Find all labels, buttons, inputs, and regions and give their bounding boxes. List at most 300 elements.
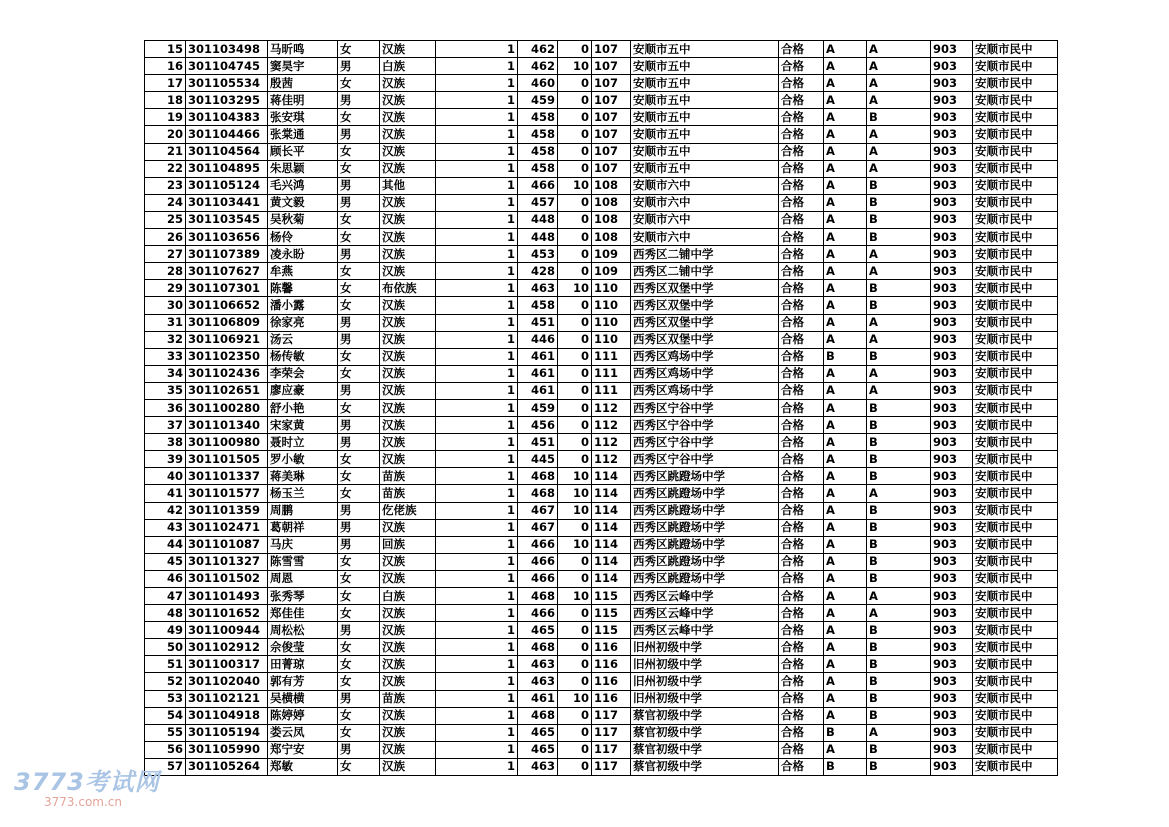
category-cell: 1 <box>436 451 518 468</box>
admit-code-cell: 903 <box>931 314 973 331</box>
exam-id-cell: 301101340 <box>186 417 268 434</box>
exam-id-cell: 301106652 <box>186 297 268 314</box>
admit-school-cell: 安顺市民中 <box>973 211 1058 228</box>
gender-cell: 女 <box>338 399 380 416</box>
table-row <box>145 348 1058 365</box>
qualification-cell: 合格 <box>779 485 824 502</box>
row-number-cell: 21 <box>145 143 186 160</box>
table-row <box>145 314 1058 331</box>
admit-school-cell: 安顺市民中 <box>973 126 1058 143</box>
grade-b-cell: B <box>867 690 931 707</box>
ethnicity-cell: 其他 <box>380 177 436 194</box>
admit-code-cell: 903 <box>931 707 973 724</box>
gender-cell: 女 <box>338 656 380 673</box>
ethnicity-cell: 汉族 <box>380 348 436 365</box>
exam-id-cell: 301107389 <box>186 246 268 263</box>
school-code-cell: 114 <box>592 553 631 570</box>
bonus-points-cell: 0 <box>558 622 592 639</box>
table-row <box>145 58 1058 75</box>
table-row <box>145 109 1058 126</box>
admit-school-cell: 安顺市民中 <box>973 417 1058 434</box>
student-name-cell: 张秀琴 <box>268 588 338 605</box>
row-number-cell: 39 <box>145 451 186 468</box>
grade-a-cell: A <box>824 263 867 280</box>
admit-school-cell: 安顺市民中 <box>973 468 1058 485</box>
score-cell: 456 <box>518 417 558 434</box>
table-row <box>145 177 1058 194</box>
ethnicity-cell: 汉族 <box>380 707 436 724</box>
school-name-cell: 西秀区云峰中学 <box>631 622 779 639</box>
bonus-points-cell: 0 <box>558 297 592 314</box>
table-row <box>145 502 1058 519</box>
category-cell: 1 <box>436 280 518 297</box>
qualification-cell: 合格 <box>779 382 824 399</box>
student-name-cell: 潘小露 <box>268 297 338 314</box>
admit-code-cell: 903 <box>931 622 973 639</box>
category-cell: 1 <box>436 570 518 587</box>
grade-b-cell: A <box>867 41 931 58</box>
row-number-cell: 43 <box>145 519 186 536</box>
grade-a-cell: A <box>824 399 867 416</box>
row-number-cell: 36 <box>145 399 186 416</box>
school-code-cell: 115 <box>592 588 631 605</box>
admit-code-cell: 903 <box>931 126 973 143</box>
grade-b-cell: A <box>867 126 931 143</box>
table-row <box>145 519 1058 536</box>
exam-id-cell: 301101577 <box>186 485 268 502</box>
student-name-cell: 蒋佳明 <box>268 92 338 109</box>
category-cell: 1 <box>436 177 518 194</box>
school-name-cell: 西秀区双堡中学 <box>631 297 779 314</box>
student-name-cell: 郭有芳 <box>268 673 338 690</box>
bonus-points-cell: 10 <box>558 690 592 707</box>
ethnicity-cell: 汉族 <box>380 211 436 228</box>
school-code-cell: 107 <box>592 160 631 177</box>
gender-cell: 女 <box>338 724 380 741</box>
exam-id-cell: 301105990 <box>186 741 268 758</box>
student-name-cell: 凌永盼 <box>268 246 338 263</box>
score-cell: 445 <box>518 451 558 468</box>
student-name-cell: 宋家黄 <box>268 417 338 434</box>
table-row <box>145 639 1058 656</box>
school-name-cell: 安顺市六中 <box>631 229 779 246</box>
grade-b-cell: B <box>867 502 931 519</box>
gender-cell: 女 <box>338 553 380 570</box>
table-row <box>145 92 1058 109</box>
school-name-cell: 西秀区双堡中学 <box>631 314 779 331</box>
table-row <box>145 570 1058 587</box>
exam-id-cell: 301101652 <box>186 605 268 622</box>
qualification-cell: 合格 <box>779 451 824 468</box>
exam-id-cell: 301102471 <box>186 519 268 536</box>
grade-a-cell: A <box>824 160 867 177</box>
school-name-cell: 旧州初级中学 <box>631 639 779 656</box>
school-code-cell: 117 <box>592 741 631 758</box>
table-row <box>145 417 1058 434</box>
ethnicity-cell: 汉族 <box>380 399 436 416</box>
qualification-cell: 合格 <box>779 417 824 434</box>
admit-code-cell: 903 <box>931 434 973 451</box>
gender-cell: 男 <box>338 331 380 348</box>
grade-a-cell: A <box>824 382 867 399</box>
row-number-cell: 41 <box>145 485 186 502</box>
bonus-points-cell: 0 <box>558 399 592 416</box>
score-cell: 468 <box>518 639 558 656</box>
table-row <box>145 382 1058 399</box>
qualification-cell: 合格 <box>779 656 824 673</box>
school-name-cell: 西秀区双堡中学 <box>631 331 779 348</box>
qualification-cell: 合格 <box>779 673 824 690</box>
category-cell: 1 <box>436 126 518 143</box>
student-name-cell: 窦昊宇 <box>268 58 338 75</box>
category-cell: 1 <box>436 588 518 605</box>
bonus-points-cell: 0 <box>558 160 592 177</box>
score-cell: 462 <box>518 41 558 58</box>
grade-a-cell: A <box>824 314 867 331</box>
score-cell: 458 <box>518 143 558 160</box>
school-code-cell: 116 <box>592 673 631 690</box>
qualification-cell: 合格 <box>779 297 824 314</box>
student-name-cell: 郑敏 <box>268 758 338 775</box>
admit-school-cell: 安顺市民中 <box>973 263 1058 280</box>
school-name-cell: 安顺市五中 <box>631 126 779 143</box>
exam-id-cell: 301102912 <box>186 639 268 656</box>
gender-cell: 女 <box>338 229 380 246</box>
grade-a-cell: A <box>824 297 867 314</box>
admit-school-cell: 安顺市民中 <box>973 160 1058 177</box>
exam-id-cell: 301101493 <box>186 588 268 605</box>
table-row <box>145 263 1058 280</box>
category-cell: 1 <box>436 707 518 724</box>
admit-code-cell: 903 <box>931 553 973 570</box>
grade-b-cell: A <box>867 92 931 109</box>
admit-code-cell: 903 <box>931 536 973 553</box>
grade-b-cell: B <box>867 434 931 451</box>
school-code-cell: 115 <box>592 622 631 639</box>
grade-b-cell: B <box>867 417 931 434</box>
score-cell: 465 <box>518 741 558 758</box>
admit-school-cell: 安顺市民中 <box>973 758 1058 775</box>
score-cell: 462 <box>518 58 558 75</box>
school-code-cell: 111 <box>592 348 631 365</box>
gender-cell: 女 <box>338 485 380 502</box>
ethnicity-cell: 布依族 <box>380 280 436 297</box>
ethnicity-cell: 汉族 <box>380 365 436 382</box>
grade-a-cell: B <box>824 758 867 775</box>
score-cell: 451 <box>518 434 558 451</box>
ethnicity-cell: 汉族 <box>380 519 436 536</box>
category-cell: 1 <box>436 417 518 434</box>
gender-cell: 女 <box>338 707 380 724</box>
qualification-cell: 合格 <box>779 348 824 365</box>
admit-school-cell: 安顺市民中 <box>973 519 1058 536</box>
gender-cell: 男 <box>338 58 380 75</box>
bonus-points-cell: 0 <box>558 143 592 160</box>
category-cell: 1 <box>436 673 518 690</box>
school-name-cell: 旧州初级中学 <box>631 690 779 707</box>
bonus-points-cell: 0 <box>558 519 592 536</box>
admit-code-cell: 903 <box>931 468 973 485</box>
school-name-cell: 旧州初级中学 <box>631 656 779 673</box>
row-number-cell: 29 <box>145 280 186 297</box>
student-name-cell: 杨传敏 <box>268 348 338 365</box>
student-name-cell: 佘俊莹 <box>268 639 338 656</box>
bonus-points-cell: 0 <box>558 41 592 58</box>
table-row <box>145 365 1058 382</box>
admit-school-cell: 安顺市民中 <box>973 690 1058 707</box>
admit-school-cell: 安顺市民中 <box>973 109 1058 126</box>
qualification-cell: 合格 <box>779 160 824 177</box>
category-cell: 1 <box>436 263 518 280</box>
bonus-points-cell: 0 <box>558 229 592 246</box>
score-cell: 466 <box>518 605 558 622</box>
score-cell: 468 <box>518 588 558 605</box>
score-cell: 463 <box>518 673 558 690</box>
exam-id-cell: 301107627 <box>186 263 268 280</box>
category-cell: 1 <box>436 75 518 92</box>
bonus-points-cell: 0 <box>558 741 592 758</box>
score-table <box>144 40 1058 776</box>
gender-cell: 男 <box>338 246 380 263</box>
grade-b-cell: B <box>867 519 931 536</box>
table-row <box>145 211 1058 228</box>
gender-cell: 女 <box>338 365 380 382</box>
score-cell: 458 <box>518 126 558 143</box>
grade-b-cell: B <box>867 656 931 673</box>
score-cell: 463 <box>518 656 558 673</box>
score-cell: 467 <box>518 519 558 536</box>
school-name-cell: 安顺市五中 <box>631 75 779 92</box>
row-number-cell: 20 <box>145 126 186 143</box>
ethnicity-cell: 苗族 <box>380 690 436 707</box>
school-code-cell: 117 <box>592 758 631 775</box>
bonus-points-cell: 0 <box>558 314 592 331</box>
exam-id-cell: 301101327 <box>186 553 268 570</box>
qualification-cell: 合格 <box>779 502 824 519</box>
category-cell: 1 <box>436 365 518 382</box>
admit-school-cell: 安顺市民中 <box>973 229 1058 246</box>
table-row <box>145 75 1058 92</box>
grade-b-cell: B <box>867 211 931 228</box>
school-name-cell: 西秀区双堡中学 <box>631 280 779 297</box>
bonus-points-cell: 10 <box>558 468 592 485</box>
exam-id-cell: 301101359 <box>186 502 268 519</box>
row-number-cell: 22 <box>145 160 186 177</box>
student-name-cell: 周松松 <box>268 622 338 639</box>
student-name-cell: 徐家亮 <box>268 314 338 331</box>
row-number-cell: 32 <box>145 331 186 348</box>
gender-cell: 女 <box>338 758 380 775</box>
bonus-points-cell: 10 <box>558 177 592 194</box>
table-row <box>145 229 1058 246</box>
qualification-cell: 合格 <box>779 519 824 536</box>
score-cell: 468 <box>518 707 558 724</box>
bonus-points-cell: 0 <box>558 126 592 143</box>
exam-id-cell: 301102436 <box>186 365 268 382</box>
exam-id-cell: 301100280 <box>186 399 268 416</box>
bonus-points-cell: 0 <box>558 194 592 211</box>
bonus-points-cell: 0 <box>558 92 592 109</box>
grade-b-cell: A <box>867 75 931 92</box>
bonus-points-cell: 0 <box>558 639 592 656</box>
admit-school-cell: 安顺市民中 <box>973 177 1058 194</box>
school-name-cell: 西秀区鸡场中学 <box>631 382 779 399</box>
grade-a-cell: A <box>824 485 867 502</box>
admit-code-cell: 903 <box>931 109 973 126</box>
bonus-points-cell: 0 <box>558 246 592 263</box>
admit-code-cell: 903 <box>931 41 973 58</box>
gender-cell: 女 <box>338 468 380 485</box>
category-cell: 1 <box>436 485 518 502</box>
ethnicity-cell: 汉族 <box>380 41 436 58</box>
gender-cell: 女 <box>338 160 380 177</box>
grade-a-cell: B <box>824 348 867 365</box>
row-number-cell: 25 <box>145 211 186 228</box>
ethnicity-cell: 白族 <box>380 58 436 75</box>
qualification-cell: 合格 <box>779 58 824 75</box>
category-cell: 1 <box>436 434 518 451</box>
grade-a-cell: A <box>824 451 867 468</box>
exam-id-cell: 301100944 <box>186 622 268 639</box>
exam-id-cell: 301107301 <box>186 280 268 297</box>
category-cell: 1 <box>436 211 518 228</box>
school-name-cell: 西秀区宁谷中学 <box>631 399 779 416</box>
score-cell: 461 <box>518 348 558 365</box>
row-number-cell: 42 <box>145 502 186 519</box>
student-name-cell: 汤云 <box>268 331 338 348</box>
admit-school-cell: 安顺市民中 <box>973 707 1058 724</box>
category-cell: 1 <box>436 553 518 570</box>
school-code-cell: 112 <box>592 399 631 416</box>
student-name-cell: 葛朝祥 <box>268 519 338 536</box>
school-code-cell: 114 <box>592 536 631 553</box>
score-cell: 460 <box>518 75 558 92</box>
bonus-points-cell: 0 <box>558 75 592 92</box>
exam-id-cell: 301104466 <box>186 126 268 143</box>
school-code-cell: 115 <box>592 605 631 622</box>
gender-cell: 女 <box>338 605 380 622</box>
category-cell: 1 <box>436 656 518 673</box>
row-number-cell: 16 <box>145 58 186 75</box>
gender-cell: 男 <box>338 434 380 451</box>
bonus-points-cell: 0 <box>558 263 592 280</box>
category-cell: 1 <box>436 246 518 263</box>
ethnicity-cell: 汉族 <box>380 297 436 314</box>
exam-id-cell: 301103441 <box>186 194 268 211</box>
school-name-cell: 西秀区跳蹬场中学 <box>631 468 779 485</box>
student-name-cell: 吴横横 <box>268 690 338 707</box>
score-cell: 468 <box>518 468 558 485</box>
admit-code-cell: 903 <box>931 656 973 673</box>
category-cell: 1 <box>436 724 518 741</box>
ethnicity-cell: 汉族 <box>380 194 436 211</box>
student-name-cell: 聂时立 <box>268 434 338 451</box>
school-code-cell: 107 <box>592 58 631 75</box>
grade-a-cell: A <box>824 365 867 382</box>
table-row <box>145 246 1058 263</box>
exam-id-cell: 301103498 <box>186 41 268 58</box>
school-name-cell: 西秀区跳蹬场中学 <box>631 553 779 570</box>
category-cell: 1 <box>436 297 518 314</box>
grade-a-cell: A <box>824 177 867 194</box>
school-code-cell: 109 <box>592 263 631 280</box>
grade-b-cell: B <box>867 177 931 194</box>
grade-b-cell: B <box>867 741 931 758</box>
school-code-cell: 117 <box>592 707 631 724</box>
row-number-cell: 31 <box>145 314 186 331</box>
admit-code-cell: 903 <box>931 570 973 587</box>
qualification-cell: 合格 <box>779 536 824 553</box>
table-row <box>145 434 1058 451</box>
school-code-cell: 109 <box>592 246 631 263</box>
gender-cell: 男 <box>338 622 380 639</box>
category-cell: 1 <box>436 690 518 707</box>
score-cell: 428 <box>518 263 558 280</box>
score-cell: 448 <box>518 229 558 246</box>
gender-cell: 男 <box>338 536 380 553</box>
table-row <box>145 485 1058 502</box>
bonus-points-cell: 0 <box>558 211 592 228</box>
school-name-cell: 西秀区跳蹬场中学 <box>631 519 779 536</box>
school-name-cell: 安顺市六中 <box>631 194 779 211</box>
bonus-points-cell: 0 <box>558 434 592 451</box>
grade-a-cell: A <box>824 75 867 92</box>
school-code-cell: 116 <box>592 690 631 707</box>
row-number-cell: 24 <box>145 194 186 211</box>
student-name-cell: 陈馨 <box>268 280 338 297</box>
school-code-cell: 114 <box>592 519 631 536</box>
category-cell: 1 <box>436 109 518 126</box>
score-cell: 448 <box>518 211 558 228</box>
admit-code-cell: 903 <box>931 639 973 656</box>
school-code-cell: 114 <box>592 468 631 485</box>
school-code-cell: 112 <box>592 434 631 451</box>
grade-b-cell: B <box>867 570 931 587</box>
admit-code-cell: 903 <box>931 297 973 314</box>
grade-b-cell: A <box>867 365 931 382</box>
ethnicity-cell: 仡佬族 <box>380 502 436 519</box>
school-name-cell: 安顺市五中 <box>631 143 779 160</box>
bonus-points-cell: 10 <box>558 536 592 553</box>
table-row <box>145 690 1058 707</box>
student-name-cell: 牟燕 <box>268 263 338 280</box>
school-code-cell: 110 <box>592 297 631 314</box>
row-number-cell: 49 <box>145 622 186 639</box>
student-name-cell: 李荣会 <box>268 365 338 382</box>
bonus-points-cell: 0 <box>558 758 592 775</box>
bonus-points-cell: 0 <box>558 382 592 399</box>
admit-school-cell: 安顺市民中 <box>973 485 1058 502</box>
grade-b-cell: A <box>867 485 931 502</box>
grade-a-cell: A <box>824 519 867 536</box>
row-number-cell: 46 <box>145 570 186 587</box>
admit-code-cell: 903 <box>931 348 973 365</box>
category-cell: 1 <box>436 519 518 536</box>
admit-code-cell: 903 <box>931 160 973 177</box>
ethnicity-cell: 汉族 <box>380 741 436 758</box>
grade-a-cell: A <box>824 280 867 297</box>
qualification-cell: 合格 <box>779 365 824 382</box>
grade-b-cell: A <box>867 314 931 331</box>
school-code-cell: 110 <box>592 331 631 348</box>
score-cell: 453 <box>518 246 558 263</box>
admit-code-cell: 903 <box>931 605 973 622</box>
gender-cell: 男 <box>338 741 380 758</box>
category-cell: 1 <box>436 639 518 656</box>
qualification-cell: 合格 <box>779 605 824 622</box>
gender-cell: 女 <box>338 263 380 280</box>
grade-a-cell: A <box>824 673 867 690</box>
